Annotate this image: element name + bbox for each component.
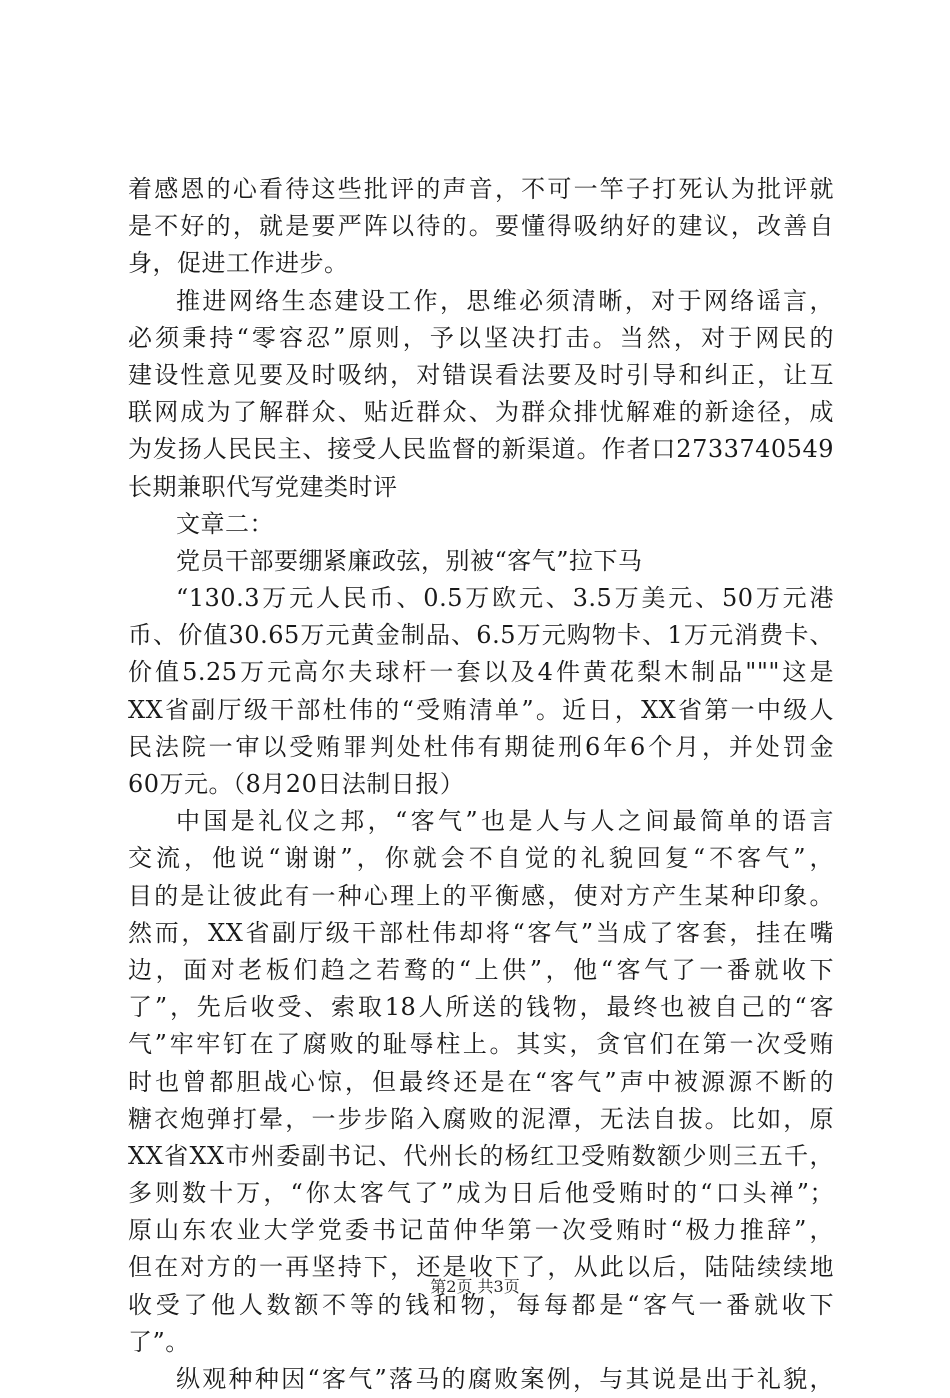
text-line: 必须秉持“零容忍”原则，予以坚决打击。当然，对于网民的 bbox=[128, 323, 834, 352]
text-line: 但在对方的一再坚持下，还是收下了，从此以后，陆陆续续地 bbox=[128, 1253, 834, 1282]
text-line: 目的是让彼此有一种心理上的平衡感，使对方产生某种印象。 bbox=[128, 881, 834, 910]
text-line: 中国是礼仪之邦，“客气”也是人与人之间最简单的语言 bbox=[176, 807, 834, 836]
text-line: XX省副厅级干部杜伟的“受贿清单”。近日，XX省第一中级人 bbox=[128, 695, 834, 724]
text-line: 了”。 bbox=[128, 1327, 190, 1356]
article-title: 党员干部要绷紧廉政弦，别被“客气”拉下马 bbox=[176, 546, 643, 575]
text-line: 价值5.25万元高尔夫球杆一套以及4件黄花梨木制品"""这是 bbox=[128, 658, 834, 687]
text-line: 气”牢牢钉在了腐败的耻辱柱上。其实，贪官们在第一次受贿 bbox=[128, 1030, 834, 1059]
text-line: 60万元。（8月20日法制日报） bbox=[128, 770, 465, 798]
page-number-footer: 第2页 共3页 bbox=[430, 1277, 520, 1296]
text-line: 纵观种种因“客气”落马的腐败案例，与其说是出于礼貌， bbox=[176, 1365, 834, 1393]
text-line: 建设性意见要及时吸纳，对错误看法要及时引导和纠正，让互 bbox=[128, 360, 834, 389]
text-line: “130.3万元人民币、0.5万欧元、3.5万美元、50万元港 bbox=[176, 584, 834, 613]
text-line: 联网成为了解群众、贴近群众、为群众排忧解难的新途径，成 bbox=[128, 398, 834, 427]
text-line: 民法院一审以受贿罪判处杜伟有期徒刑6年6个月，并处罚金 bbox=[128, 732, 834, 761]
text-line: 推进网络生态建设工作，思维必须清晰，对于网络谣言， bbox=[176, 286, 834, 315]
text-line: 糖衣炮弹打晕，一步步陷入腐败的泥潭，无法自拔。比如，原 bbox=[128, 1104, 834, 1133]
text-line: 着感恩的心看待这些批评的声音，不可一竿子打死认为批评就 bbox=[128, 175, 834, 203]
text-line: 然而，XX省副厅级干部杜伟却将“客气”当成了客套，挂在嘴 bbox=[128, 918, 834, 947]
text-line: 交流，他说“谢谢”，你就会不自觉的礼貌回复“不客气”， bbox=[128, 844, 834, 873]
text-line: 边，面对老板们趋之若鹜的“上供”，他“客气了一番就收下 bbox=[128, 955, 834, 984]
text-line: 原山东农业大学党委书记苗仲华第一次受贿时“极力推辞”， bbox=[128, 1216, 834, 1245]
text-line: 币、价值30.65万元黄金制品、6.5万元购物卡、1万元消费卡、 bbox=[128, 621, 834, 650]
text-line: 时也曾都胆战心惊，但最终还是在“客气”声中被源源不断的 bbox=[128, 1067, 834, 1096]
text-line: 为发扬人民民主、接受人民监督的新渠道。作者口2733740549 bbox=[128, 435, 834, 464]
section-label: 文章二： bbox=[176, 509, 274, 538]
text-line: XX省XX市州委副书记、代州长的杨红卫受贿数额少则三五千， bbox=[128, 1141, 834, 1170]
text-line: 长期兼职代写党建类时评 bbox=[128, 472, 398, 501]
text-line: 收受了他人数额不等的钱和物，每每都是“客气一番就收下 bbox=[128, 1290, 834, 1319]
body-text bbox=[128, 171, 834, 1398]
text-line: 是不好的，就是要严阵以待的。要懂得吸纳好的建议，改善自 bbox=[128, 212, 834, 241]
text-line: 多则数十万，“你太客气了”成为日后他受贿时的“口头禅”； bbox=[128, 1179, 834, 1208]
text-line: 身，促进工作进步。 bbox=[128, 249, 349, 278]
text-line: 了”，先后收受、索取18人所送的钱物，最终也被自己的“客 bbox=[128, 993, 834, 1022]
